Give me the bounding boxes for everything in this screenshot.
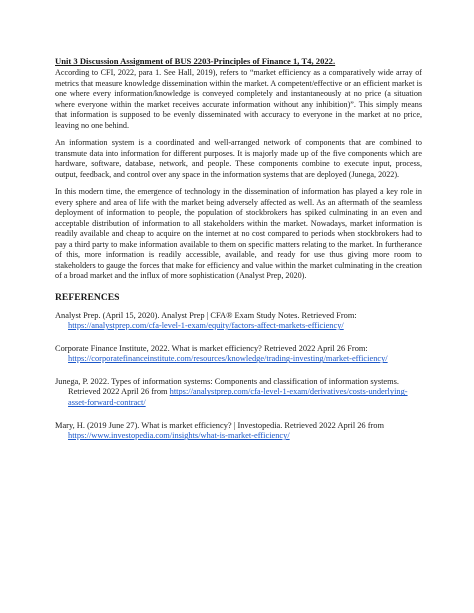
- reference-link[interactable]: https://corporatefinanceinstitute.com/resources/knowledge/trading-investing/market-efficiency/: [68, 354, 388, 364]
- paragraph-technology: In this modern time, the emergence of technology in the dissemination of information has played a key role in every sphere and area of life with the market being adversely affected as well. As an aftermath of the seamless deployment of information to people, the population of stockbrokers has spiked culminating in an even and acceptable distribution of information to all stakeholders within the market. Nowadays, market information is readily available and cheap to acquire on the internet at no cost compared to periods when stockbrokers had to pay a third party to make information available to them on specific matters relating to the market. In furtherance of this, more information is readily accessible, available, and ready for use thus giving more room to stakeholders to gauge the forces that make for efficiency and value within the market culminating in the creation of a broad market and the influx of more sophistication (Analyst Prep, 2020).: [55, 187, 422, 280]
- reference-link[interactable]: https://analystprep.com/cfa-level-1-exam/derivatives/costs-underlying-asset-forward-contract/: [68, 387, 408, 408]
- document-page: [55, 56, 422, 454]
- references-heading: REFERENCES: [55, 291, 120, 303]
- reference-text: Analyst Prep. (April 15, 2020). Analyst Prep | CFA® Exam Study Notes. Retrieved From:: [55, 310, 357, 320]
- reference-item: [55, 311, 422, 332]
- paragraph-market-efficiency: According to CFI, 2022, para 1. See Hall, 2019), refers to “market efficiency as a comparatively wide array of metrics that measure knowledge dissemination within the market. A competent/effective or an efficient market is one where every information/knowledge is conveyed completely and instantaneously at no price (a situation where everyone within the market receives accurate information without any inhibition)”. This simply means that information is supposed to be evenly disseminated with accuracy to everyone in the market at no price, leaving no one behind.: [55, 68, 422, 130]
- reference-item: [55, 421, 422, 442]
- reference-item: [55, 377, 422, 409]
- reference-text: Mary, H. (2019 June 27). What is market efficiency? | Investopedia. Retrieved 2022 April 26 from: [55, 420, 384, 430]
- reference-link[interactable]: https://www.investopedia.com/insights/what-is-market-efficiency/: [68, 431, 290, 441]
- reference-item: [55, 344, 422, 365]
- paragraph-information-system: An information system is a coordinated and well-arranged network of components that are combined to transmute data into information for different purposes. It is majorly made up of the five components which are hardware, software, database, network, and people. These components combine to execute input, process, output, feedback, and control over any space in the information systems that are deployed (Junega, 2022).: [55, 138, 422, 179]
- document-title: Unit 3 Discussion Assignment of BUS 2203-Principles of Finance 1, T4, 2022.: [55, 56, 336, 66]
- reference-text: Junega, P. 2022. Types of information systems: Components and classification of information systems. Retrieved 2022 April 26 from: [55, 376, 399, 397]
- reference-text: Corporate Finance Institute, 2022. What is market efficiency? Retrieved 2022 April 26 From:: [55, 343, 368, 353]
- reference-link[interactable]: https://analystprep.com/cfa-level-1-exam/equity/factors-affect-markets-efficiency/: [68, 321, 344, 331]
